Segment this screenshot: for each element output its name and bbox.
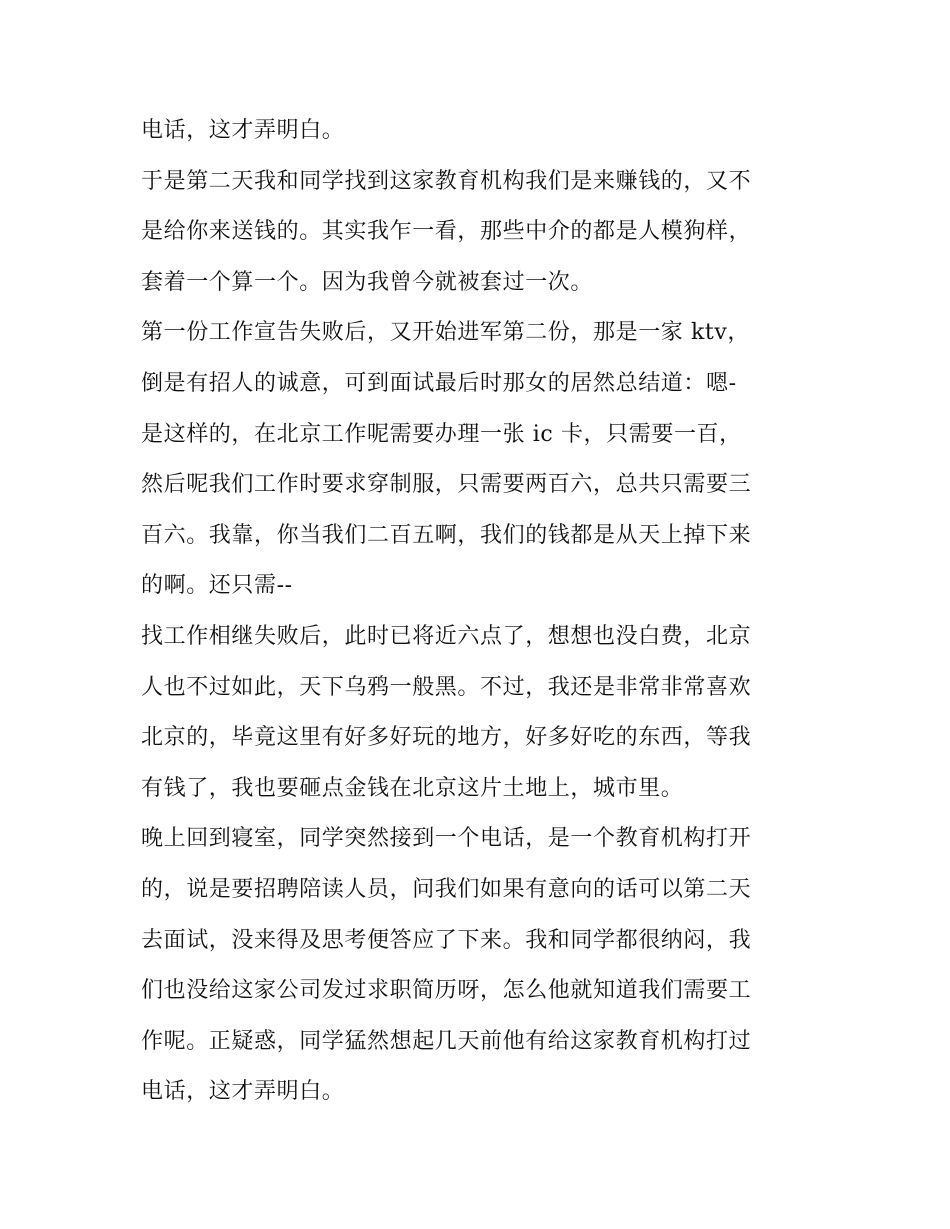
text-line: 的啊。还只需-- <box>141 573 293 599</box>
text-line: 人也不过如此，天下乌鸦一般黑。不过，我还是非常非常喜欢 <box>141 674 752 700</box>
text-line: 是给你来送钱的。其实我乍一看，那些中介的都是人模狗样， <box>141 219 752 245</box>
text-line: 的，说是要招聘陪读人员，问我们如果有意向的话可以第二天 <box>141 876 752 902</box>
text-line: 找工作相继失败后，此时已将近六点了，想想也没白费，北京 <box>141 623 752 649</box>
document-body <box>141 106 821 1118</box>
text-line: 晚上回到寝室，同学突然接到一个电话，是一个教育机构打开 <box>141 826 752 852</box>
text-line: 们也没给这家公司发过求职简历呀，怎么他就知道我们需要工 <box>141 978 752 1004</box>
text-line: 套着一个算一个。因为我曾今就被套过一次。 <box>141 269 594 295</box>
text-line: 北京的，毕竟这里有好多好玩的地方，好多好吃的东西，等我 <box>141 725 752 751</box>
text-line: 是这样的，在北京工作呢需要办理一张 ic 卡，只需要一百， <box>141 421 742 447</box>
text-line: 倒是有招人的诚意，可到面试最后时那女的居然总结道：嗯- <box>141 370 737 396</box>
text-line: 作呢。正疑惑，同学猛然想起几天前他有给这家教育机构打过 <box>141 1028 752 1054</box>
text-line: 有钱了，我也要砸点金钱在北京这片土地上，城市里。 <box>141 775 684 801</box>
text-line: 电话，这才弄明白。 <box>141 118 345 143</box>
text-line: 于是第二天我和同学找到这家教育机构我们是来赚钱的，又不 <box>141 168 752 194</box>
text-line: 第一份工作宣告失败后，又开始进军第二份，那是一家 ktv， <box>141 320 750 346</box>
text-line: 去面试，没来得及思考便答应了下来。我和同学都很纳闷，我 <box>141 927 752 953</box>
text-line: 然后呢我们工作时要求穿制服，只需要两百六，总共只需要三 <box>141 472 752 498</box>
text-line: 百六。我靠，你当我们二百五啊，我们的钱都是从天上掉下来 <box>141 522 752 548</box>
text-line: 电话，这才弄明白。 <box>141 1079 345 1105</box>
